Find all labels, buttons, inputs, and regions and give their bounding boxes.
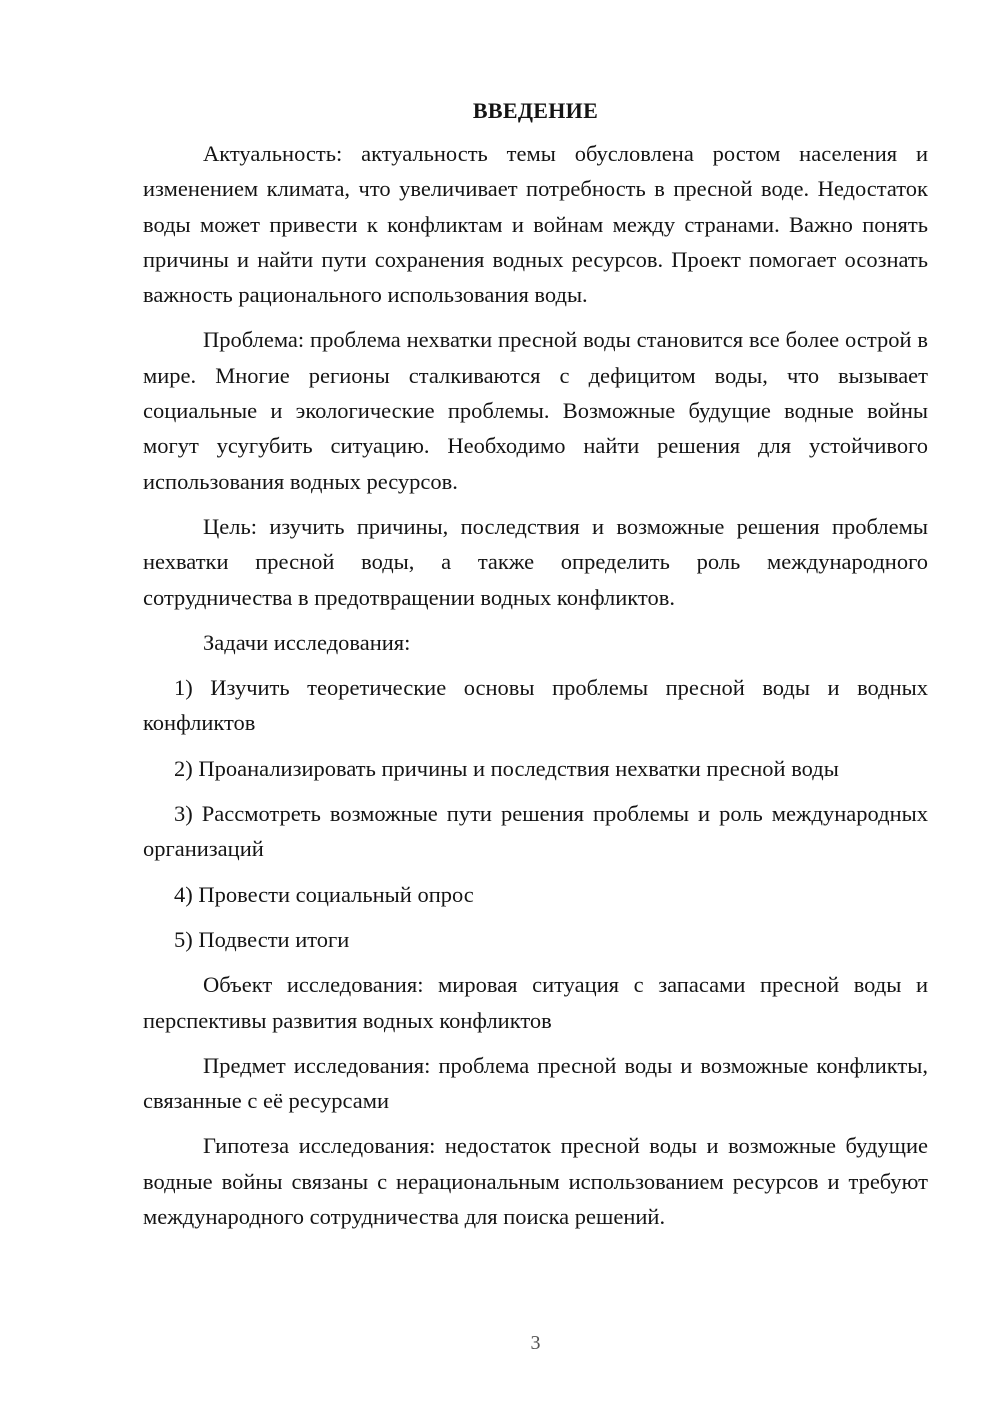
task-item-1: 1) Изучить теоретические основы проблемы пресной воды и водных конфликтов bbox=[143, 675, 928, 736]
subject-paragraph: Предмет исследования: проблема пресной воды и возможные конфликты, связанные с её ресурсами bbox=[143, 1052, 928, 1114]
problem-paragraph: Проблема: проблема нехватки пресной воды становится все более острой в мире. Многие регионы сталкиваются с дефицитом воды, что вызывает социальные и экологические проблемы. Возможные будущие водные войны могут усугубить ситуацию. Необходимо найти решения для устойчивого использования водных ресурсов. bbox=[143, 327, 928, 494]
goal-paragraph: Цель: изучить причины, последствия и возможные решения проблемы нехватки пресной воды, а также определить роль международного сотрудничества в предотвращении водных конфликтов. bbox=[143, 513, 928, 610]
relevance-paragraph: Актуальность: актуальность темы обусловлена ростом населения и изменением климата, что увеличивает потребность в пресной воде. Недостаток воды может привести к конфликтам и войнам между странами. Важно понять причины и найти пути сохранения водных ресурсов. Проект помогает осознать важность рационального использования воды. bbox=[143, 141, 928, 308]
object-paragraph: Объект исследования: мировая ситуация с запасами пресной воды и перспективы развития водных конфликтов bbox=[143, 972, 928, 1033]
hypothesis-paragraph: Гипотеза исследования: недостаток пресной воды и возможные будущие водные войны связаны с нерациональным использованием ресурсов и требуют международного сотрудничества для поиска решений. bbox=[143, 1133, 928, 1230]
page-title: ВВЕДЕНИЕ bbox=[472, 98, 599, 123]
task-item-5: 5) Подвести итоги bbox=[174, 926, 350, 952]
task-item-4: 4) Провести социальный опрос bbox=[174, 881, 474, 907]
task-item-3: 3) Рассмотреть возможные пути решения проблемы и роль международных организаций bbox=[143, 801, 928, 862]
task-item-2: 2) Проанализировать причины и последствия нехватки пресной воды bbox=[174, 755, 839, 781]
tasks-heading: Задачи исследования: bbox=[203, 629, 411, 655]
page-number: 3 bbox=[530, 1332, 541, 1354]
